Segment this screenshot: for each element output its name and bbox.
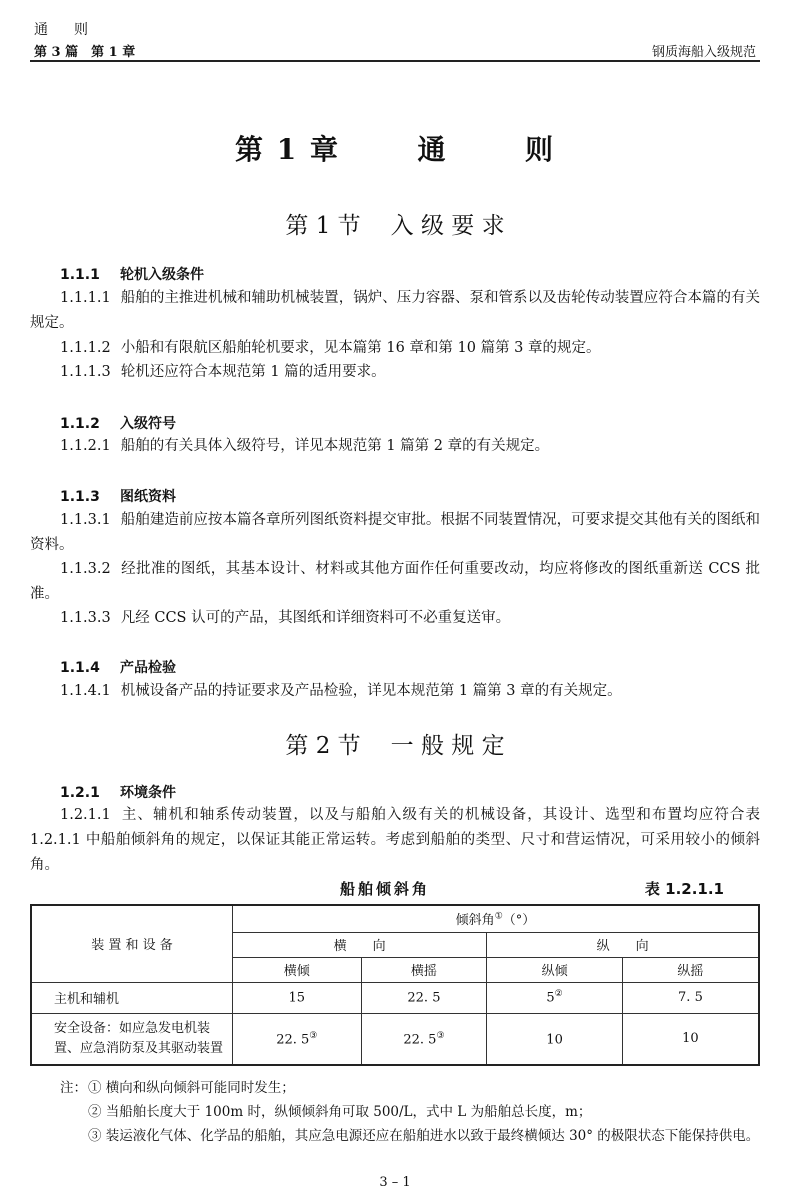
subsection-title: 产品检验: [120, 660, 176, 676]
note-item: [60, 1100, 760, 1124]
header-angle-label: 倾斜角: [455, 913, 495, 929]
header-pitch: 纵摇: [622, 957, 759, 982]
header-longitudinal: 纵 向: [487, 932, 759, 957]
subsection-number: 1.1.4: [60, 660, 100, 676]
paragraph-text: 小船和有限航区船舶轮机要求，见本篇第 16 章和第 10 篇第 3 章的规定。: [120, 340, 601, 356]
paragraph-number: 1.2.1.1: [60, 807, 111, 823]
note-text: 当船舶长度大于 100m 时，纵倾倾斜角可取 500/L，式中 L 为船舶总长度，m；: [105, 1104, 592, 1120]
paragraph-number: 1.1.2.1: [60, 438, 111, 454]
subsection-title: 环境条件: [120, 785, 176, 801]
table-row: [31, 982, 759, 1013]
header-inclination-angle: [232, 905, 759, 932]
header-trim: 纵倾: [487, 957, 623, 982]
chapter-title-char-1: 通: [417, 133, 448, 166]
table-title: 船舶倾斜角: [340, 880, 431, 898]
paragraph: [30, 508, 760, 558]
subsection-heading: [60, 413, 176, 433]
inclination-table: [30, 904, 760, 1066]
paragraph-number: 1.1.1.2: [60, 340, 111, 356]
header-roll: 横摇: [361, 957, 487, 982]
section-number: 第 2 节: [285, 733, 361, 759]
cell-trim: 10: [487, 1013, 623, 1065]
note-item: [60, 1076, 760, 1100]
paragraph-text: 船舶建造前应按本篇各章所列图纸资料提交审批。根据不同装置情况，可要求提交其他有关的图纸和资料。: [30, 512, 760, 553]
table-notes: [60, 1076, 760, 1148]
subsection-number: 1.2.1: [60, 785, 100, 801]
notes-label: 注：: [60, 1080, 87, 1096]
footnote-mark: ③: [436, 1030, 445, 1041]
paragraph-text: 轮机还应符合本规范第 1 篇的适用要求。: [120, 364, 386, 380]
cell-trim: 5②: [487, 982, 623, 1013]
paragraph-number: 1.1.1.1: [60, 290, 111, 306]
row-equipment: 主机和辅机: [31, 982, 232, 1013]
note-mark: ①: [88, 1080, 102, 1096]
table-number: 表 1.2.1.1: [644, 880, 724, 898]
chapter-title-char-2: 则: [524, 133, 555, 166]
paragraph-text: 主、辅机和轴系传动装置，以及与船舶入级有关的机械设备，其设计、选型和布置均应符合表 1.2.1.1 中船舶倾斜角的规定，以保证其能正常运转。考虑到船舶的类型、尺寸和营运情况，可采用较小的倾斜角。: [30, 807, 760, 873]
section-heading: 入 级 要 求: [390, 213, 505, 239]
paragraph-text: 凡经 CCS 认可的产品，其图纸和详细资料可不必重复送审。: [120, 610, 511, 626]
table-row: [31, 1013, 759, 1065]
page-number: 3 – 1: [379, 1175, 411, 1190]
paragraph: [30, 606, 760, 631]
chapter-number: 第 1 章: [234, 133, 340, 166]
note-mark: ②: [88, 1104, 102, 1120]
header-transverse: 横 向: [232, 932, 486, 957]
cell-pitch: 7. 5: [622, 982, 759, 1013]
footnote-mark: ①: [494, 911, 503, 922]
running-header-section: 通 则: [34, 22, 94, 38]
note-item: [60, 1124, 760, 1148]
paragraph-text: 船舶的主推进机械和辅助机械装置，锅炉、压力容器、泵和管系以及齿轮传动装置应符合本篇的有关规定。: [30, 290, 760, 331]
paragraph: [30, 336, 760, 361]
cell-pitch: 10: [622, 1013, 759, 1065]
footnote-mark: ②: [554, 989, 563, 1000]
paragraph: [30, 803, 760, 878]
chapter-title: [0, 128, 790, 168]
paragraph: [30, 557, 760, 607]
note-mark: ③: [88, 1128, 102, 1144]
section-title: [0, 207, 790, 240]
subsection-number: 1.1.3: [60, 489, 100, 505]
header-rule: [30, 60, 760, 62]
paragraph-text: 船舶的有关具体入级符号，详见本规范第 1 篇第 2 章的有关规定。: [120, 438, 550, 454]
paragraph: [30, 360, 760, 385]
note-text: 横向和纵向倾斜可能同时发生；: [105, 1080, 295, 1096]
header-angle-unit: （°）: [502, 913, 536, 929]
section-heading: 一 般 规 定: [390, 733, 505, 759]
paragraph: [30, 286, 760, 336]
cell-roll: 22. 5③: [361, 1013, 487, 1065]
paragraph-text: 机械设备产品的持证要求及产品检验，详见本规范第 1 篇第 3 章的有关规定。: [120, 683, 622, 699]
cell-roll: 22. 5: [361, 982, 487, 1013]
subsection-heading: [60, 657, 176, 677]
header-heel: 横倾: [232, 957, 361, 982]
subsection-title: 轮机入级条件: [120, 267, 204, 283]
cell-heel: 15: [232, 982, 361, 1013]
running-header-location: 第 3 篇 第 1 章: [34, 45, 136, 60]
paragraph-number: 1.1.3.1: [60, 512, 111, 528]
section-title: [0, 727, 790, 760]
paragraph: [30, 679, 760, 704]
paragraph-number: 1.1.3.3: [60, 610, 111, 626]
note-text: 装运液化气体、化学品的船舶，其应急电源还应在船舶进水以致于最终横倾达 30° 的极限状态下能保持供电。: [105, 1128, 760, 1144]
subsection-number: 1.1.2: [60, 416, 100, 432]
paragraph-text: 经批准的图纸，其基本设计、材料或其他方面作任何重要改动，均应将修改的图纸重新送 CCS 批准。: [30, 561, 760, 602]
subsection-heading: [60, 486, 176, 506]
section-number: 第 1 节: [285, 213, 361, 239]
subsection-heading: [60, 264, 204, 284]
subsection-number: 1.1.1: [60, 267, 100, 283]
paragraph-number: 1.1.1.3: [60, 364, 111, 380]
row-equipment: 安全设备：如应急发电机装置、应急消防泵及其驱动装置: [31, 1013, 232, 1065]
paragraph: [30, 434, 760, 459]
footnote-mark: ③: [309, 1030, 318, 1041]
header-equipment: 装 置 和 设 备: [31, 905, 232, 982]
cell-heel: 22. 5③: [232, 1013, 361, 1065]
paragraph-number: 1.1.3.2: [60, 561, 111, 577]
paragraph-number: 1.1.4.1: [60, 683, 111, 699]
running-header-book-title: 钢质海船入级规范: [651, 45, 756, 60]
subsection-title: 图纸资料: [120, 489, 176, 505]
subsection-heading: [60, 782, 176, 802]
subsection-title: 入级符号: [120, 416, 176, 432]
